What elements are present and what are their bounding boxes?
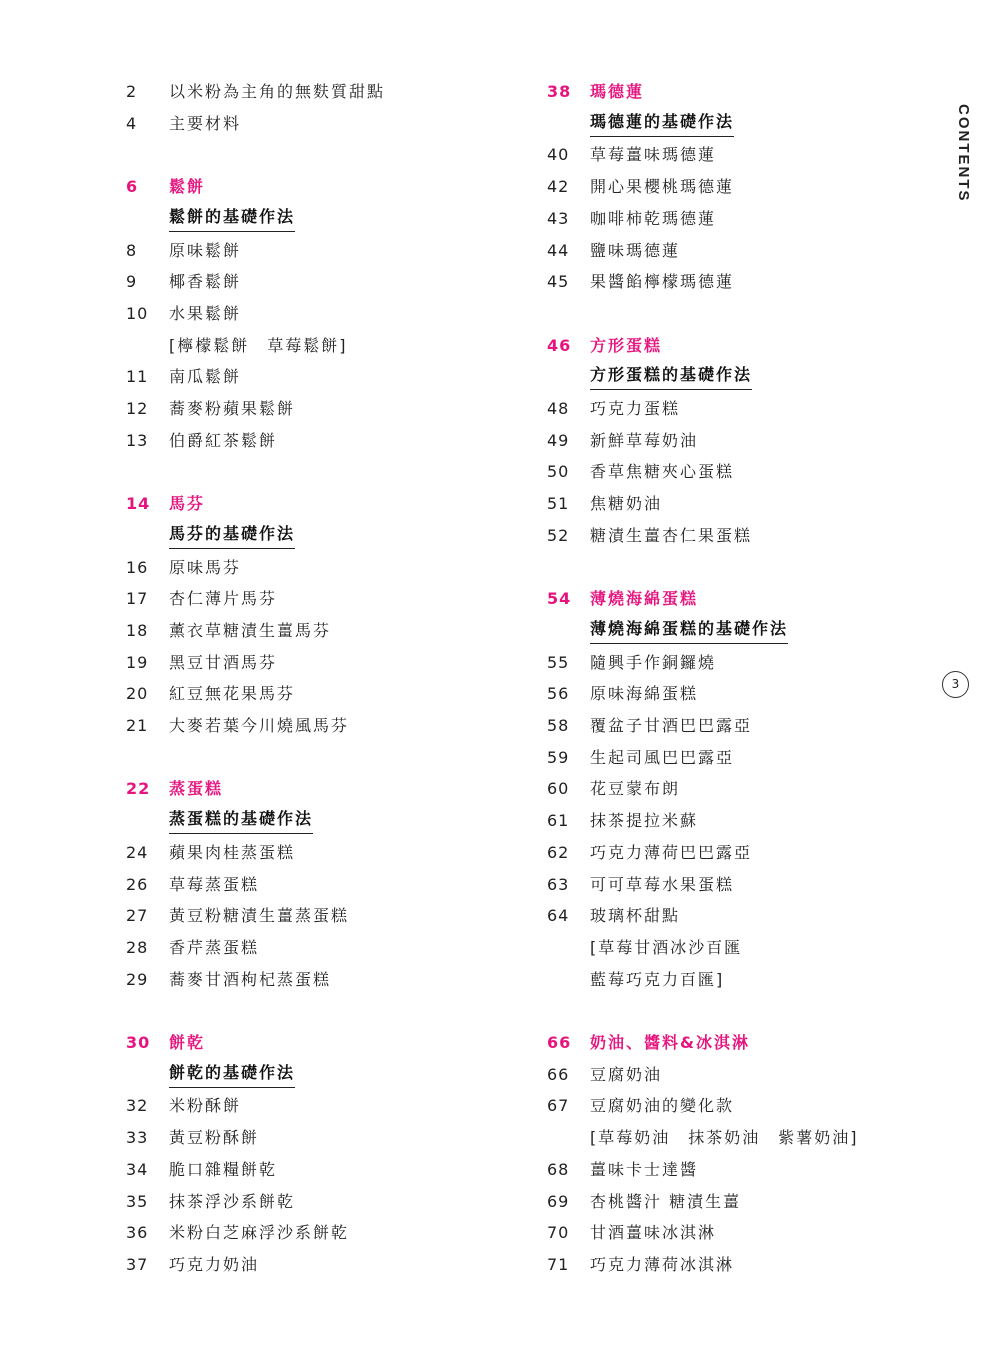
toc-title: 巧克力薄荷冰淇淋: [590, 1254, 735, 1274]
toc-title: 蒸蛋糕的基礎作法: [169, 805, 313, 834]
toc-page-number: 30: [126, 1033, 151, 1052]
toc-page-number: 24: [126, 842, 149, 862]
toc-page-number: 16: [126, 557, 149, 577]
toc-page-number: 19: [126, 652, 149, 672]
toc-title: 鹽味瑪德蓮: [590, 240, 681, 260]
toc-title: 原味馬芬: [169, 557, 242, 577]
toc-page-number: 40: [547, 145, 570, 165]
toc-title: 馬芬的基礎作法: [169, 520, 295, 549]
toc-page-number: 55: [547, 652, 570, 672]
toc-title: 椰香鬆餅: [169, 272, 242, 292]
toc-title: 主要材料: [169, 113, 242, 133]
toc-title: 隨興手作銅鑼燒: [590, 652, 717, 672]
toc-page-number: 44: [547, 240, 570, 260]
toc-page-number: 56: [547, 684, 570, 704]
toc-title: 蕎麥甘酒枸杞蒸蛋糕: [169, 969, 332, 989]
toc-page-number: 66: [547, 1064, 570, 1084]
toc-title: 新鮮草莓奶油: [590, 430, 699, 450]
toc-page-number: 9: [126, 272, 138, 292]
toc-title: 開心果櫻桃瑪德蓮: [590, 177, 735, 197]
toc-page-number: 38: [547, 82, 572, 101]
toc-page-number: 33: [126, 1128, 149, 1148]
toc-page-number: 6: [126, 177, 139, 197]
toc-title: 蒸蛋糕: [169, 779, 224, 799]
toc-page-number: 22: [126, 779, 151, 799]
toc-title: 黃豆粉酥餅: [169, 1128, 260, 1148]
toc-page-number: 45: [547, 272, 570, 292]
toc-page-number: 8: [126, 240, 138, 260]
toc-title: 南瓜鬆餅: [169, 367, 242, 387]
toc-title: 大麥若葉今川燒風馬芬: [169, 716, 350, 735]
toc-title: [草莓奶油 抹茶奶油 紫薯奶油]: [590, 1128, 859, 1148]
contents-side-label: CONTENTS: [955, 104, 972, 203]
toc-title: 米粉酥餅: [169, 1096, 242, 1116]
toc-title: 薑味卡士達醬: [590, 1159, 699, 1179]
toc-title: 草莓蒸蛋糕: [169, 874, 260, 894]
toc-title: 豆腐奶油的變化款: [590, 1096, 735, 1116]
toc-title: [草莓甘酒冰沙百匯: [590, 937, 743, 957]
toc-title: 黃豆粉糖漬生薑蒸蛋糕: [169, 906, 350, 926]
toc-page-number: 59: [547, 747, 570, 767]
toc-title: 方形蛋糕: [590, 335, 663, 355]
toc-page-number: 48: [547, 399, 570, 418]
toc-title: 抹茶提拉米蘇: [590, 811, 699, 831]
toc-page-number: 11: [126, 367, 149, 387]
toc-page-number: 26: [126, 874, 149, 894]
toc-page-number: 14: [126, 494, 151, 514]
toc-title: 花豆蒙布朗: [590, 779, 681, 799]
toc-title: 抹茶浮沙系餅乾: [169, 1191, 296, 1211]
toc-page-number: 61: [547, 811, 570, 831]
toc-title: 鬆餅: [169, 177, 206, 197]
toc-title: 馬芬: [169, 494, 206, 514]
toc-title: 豆腐奶油: [590, 1064, 663, 1084]
toc-page-number: 12: [126, 399, 149, 418]
toc-title: 焦糖奶油: [590, 494, 663, 514]
toc-title: 糖漬生薑杏仁果蛋糕: [590, 525, 753, 545]
toc-title: 水果鬆餅: [169, 303, 242, 323]
toc-title: 蘋果肉桂蒸蛋糕: [169, 842, 296, 862]
toc-title: 奶油、醬料&冰淇淋: [590, 1033, 750, 1052]
toc-page-number: 4: [126, 113, 138, 133]
toc-title: 草莓薑味瑪德蓮: [590, 145, 717, 165]
toc-title: 伯爵紅茶鬆餅: [169, 430, 278, 450]
page-number: 3: [942, 671, 969, 698]
toc-page-number: 63: [547, 874, 570, 894]
toc-page-number: 54: [547, 589, 572, 609]
toc-title: 薄燒海綿蛋糕: [590, 589, 699, 609]
toc-title: 薰衣草糖漬生薑馬芬: [169, 620, 332, 640]
toc-title: 果醬餡檸檬瑪德蓮: [590, 272, 735, 292]
toc-title: 玻璃杯甜點: [590, 906, 681, 926]
toc-page-number: 52: [547, 525, 570, 545]
toc-page-number: 58: [547, 716, 570, 735]
toc-page-number: 35: [126, 1191, 149, 1211]
toc-page-number: 67: [547, 1096, 570, 1116]
toc-page-number: 64: [547, 906, 570, 926]
toc-title: [檸檬鬆餅 草莓鬆餅]: [169, 335, 348, 355]
toc-page-number: 34: [126, 1159, 149, 1179]
toc-page-number: 29: [126, 969, 149, 989]
toc-title: 餅乾: [169, 1033, 206, 1052]
toc-page-number: 49: [547, 430, 570, 450]
toc-page-number: 42: [547, 177, 570, 197]
toc-title: 香草焦糖夾心蛋糕: [590, 462, 735, 482]
toc-title: 生起司風巴巴露亞: [590, 747, 735, 767]
toc-page-number: 32: [126, 1096, 149, 1116]
toc-page-number: 66: [547, 1033, 572, 1052]
toc-page-number: 51: [547, 494, 570, 514]
toc-page-number: 37: [126, 1254, 149, 1274]
toc-title: 脆口雜糧餅乾: [169, 1159, 278, 1179]
toc-page-number: 27: [126, 906, 149, 926]
toc-title: 巧克力蛋糕: [590, 399, 681, 418]
toc-page-number: 69: [547, 1191, 570, 1211]
toc-title: 以米粉為主角的無麩質甜點: [169, 82, 386, 101]
toc-page-number: 17: [126, 589, 149, 609]
toc-title: 藍莓巧克力百匯]: [590, 969, 725, 989]
toc-page-number: 10: [126, 303, 149, 323]
toc-page-number: 13: [126, 430, 149, 450]
toc-page-number: 60: [547, 779, 570, 799]
toc-page-number: 2: [126, 82, 138, 101]
toc-title: 香芹蒸蛋糕: [169, 937, 260, 957]
toc-title: 瑪德蓮的基礎作法: [590, 108, 734, 137]
toc-title: 紅豆無花果馬芬: [169, 684, 296, 704]
toc-title: 薄燒海綿蛋糕的基礎作法: [590, 615, 788, 644]
toc-title: 可可草莓水果蛋糕: [590, 874, 735, 894]
toc-page-number: 20: [126, 684, 149, 704]
toc-page-number: 71: [547, 1254, 570, 1274]
toc-title: 瑪德蓮: [590, 82, 645, 101]
toc-page-number: 36: [126, 1223, 149, 1243]
toc-page-number: 46: [547, 335, 572, 355]
toc-title: 鬆餅的基礎作法: [169, 203, 295, 232]
toc-title: 杏桃醬汁 糖漬生薑: [590, 1191, 742, 1211]
toc-page-number: 28: [126, 937, 149, 957]
toc-page-number: 43: [547, 208, 570, 228]
toc-page-number: 68: [547, 1159, 570, 1179]
toc-title: 原味鬆餅: [169, 240, 242, 260]
toc-title: 覆盆子甘酒巴巴露亞: [590, 716, 753, 735]
toc-page-number: 62: [547, 842, 570, 862]
toc-title: 方形蛋糕的基礎作法: [590, 361, 752, 390]
toc-title: 蕎麥粉蘋果鬆餅: [169, 399, 296, 418]
toc-title: 咖啡柿乾瑪德蓮: [590, 208, 717, 228]
toc-title: 杏仁薄片馬芬: [169, 589, 278, 609]
toc-title: 甘酒薑味冰淇淋: [590, 1223, 717, 1243]
toc-title: 黑豆甘酒馬芬: [169, 652, 278, 672]
toc-page-number: 50: [547, 462, 570, 482]
toc-title: 原味海綿蛋糕: [590, 684, 699, 704]
toc-title: 餅乾的基礎作法: [169, 1059, 295, 1088]
toc-page-number: 18: [126, 620, 149, 640]
toc-title: 巧克力薄荷巴巴露亞: [590, 842, 753, 862]
toc-page-number: 70: [547, 1223, 570, 1243]
toc-page-number: 21: [126, 716, 149, 735]
toc-title: 巧克力奶油: [169, 1254, 260, 1274]
toc-title: 米粉白芝麻浮沙系餅乾: [169, 1223, 350, 1243]
